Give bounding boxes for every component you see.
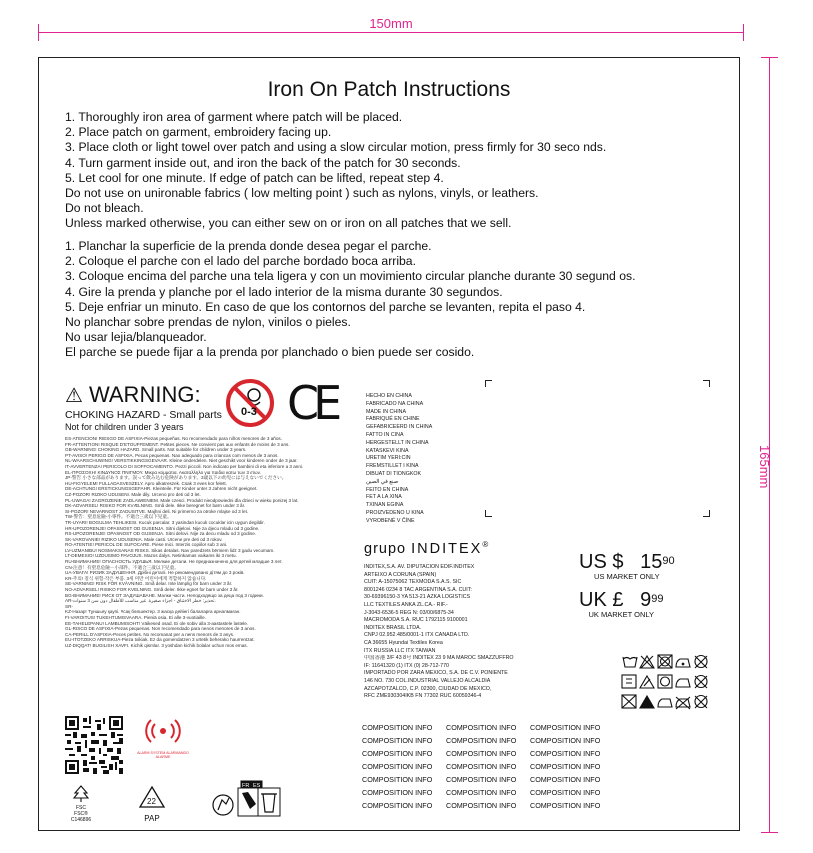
- instruction-line: 3. Place cloth or light towel over patch and using a slow circular motion, press firmly for 30 seco nds.: [65, 140, 607, 155]
- made-in-line: TXINAN EGINA: [366, 502, 404, 509]
- company-addresses: [364, 564, 594, 701]
- made-in-line: PROIZVEDENO U KINA: [366, 509, 424, 516]
- height-dimension-cap: [761, 57, 778, 58]
- address-line: CUIT: A-15075062 TEXMODA S.A.S. SIC: [364, 579, 462, 586]
- no-bleach-icon: [640, 696, 654, 708]
- warning-translation: TR-UYARI! BOGULMA TEHLIKESI. Kucuk parcalar. 3 yasindan kucuk cocuklar icin uygun degildir.: [65, 519, 265, 525]
- warning-translation: SR-: [65, 603, 73, 609]
- composition-cell: COMPOSITION INFO: [362, 736, 433, 745]
- made-in-line: FABRIQUÉ EN CHINE: [366, 416, 420, 423]
- price-cents: 99: [651, 593, 664, 605]
- address-line: INDITEX,S.A. AV. DIPUTACION EDIF.INDITEX: [364, 564, 475, 570]
- price-cents: 90: [662, 555, 675, 567]
- height-dimension-cap: [761, 832, 778, 833]
- warning-translation: LV-UZMANIBU! NOSMAKSANAS RISKS. Sikas detalas. Nav paredzets bērniem lidz 3 gadu vecumam.: [65, 547, 275, 553]
- composition-cell: COMPOSITION INFO: [530, 749, 601, 758]
- warning-translation: NO-ADVARSEL! RISIKO FOR KVELNING. Små deler. Ikke egnet for barn under 3 år.: [65, 587, 239, 593]
- choking-hazard-text: CHOKING HAZARD - Small parts: [65, 409, 222, 421]
- no-tumble-dry-icon: [658, 675, 672, 688]
- no-dry-clean-icon: [695, 656, 707, 669]
- warning-translation: LT-DEMESIO! UZDUSIMO PAVOJUS. Mazos dalys. Netinkamas vaikams iki 3 metu.: [65, 553, 237, 559]
- address-line: 中国香港 3/F 43 8号 INDITEX 23 9 MA MAROC SMAZZUFFRO: [364, 655, 514, 662]
- crop-mark: [703, 380, 710, 387]
- composition-cell: COMPOSITION INFO: [362, 762, 433, 771]
- page-title: Iron On Patch Instructions: [267, 78, 511, 101]
- warning-translation: KZ-Назар! Тұншығу қаупі. Ұсақ бөлшектер. 3 жасқа дейінгі балаларға арналмаған.: [65, 609, 241, 615]
- warning-heading-text: WARNING:: [88, 382, 201, 407]
- composition-cell: COMPOSITION INFO: [362, 749, 433, 758]
- care-symbols: [621, 653, 711, 713]
- warning-triangle-icon: ⚠: [65, 384, 83, 407]
- made-in-line: HECHO EN CHINA: [366, 393, 412, 399]
- instruction-line: 3. Coloque encima del parche una tela ligera y con un movimiento circular planche durante 30 segund os.: [65, 269, 636, 284]
- fsc-code: FSC® C146896: [70, 811, 92, 823]
- english-instructions: [65, 110, 729, 232]
- iron-low-icon: [676, 697, 690, 709]
- width-dimension-line: [38, 32, 744, 33]
- warning-translation: JP-警告 小さな部品があります。誤って飲み込む危険があります。3歳以下の幼児には与えないでください。: [65, 475, 287, 481]
- warning-translation: HR-UPOZORENJE! OPASNOST OD GUSENJA. Sitni dijelovi. Nije za djecu mladu od 3 godine.: [65, 525, 260, 531]
- warning-translation: TW-警告：窒息危險-小零件。不適合三歲以下兒童。: [65, 514, 172, 520]
- made-in-line: FET A LA XINA: [366, 494, 402, 501]
- width-dimension: [38, 16, 744, 42]
- made-in-line: URETIM YERI:CIN: [366, 455, 411, 462]
- recycle-triangle-icon: [137, 785, 167, 809]
- warning-translation: HU-FIGYELEM! FULLADASVESZELY. Apro alkatreszek. Csak 3 eves kor felett.: [65, 480, 227, 486]
- address-line: ITX RUSSIA LLC ITX TAIWAN: [364, 647, 436, 654]
- composition-cell: COMPOSITION INFO: [362, 723, 433, 732]
- made-in-line: FREMSTILLET I KINA: [366, 463, 419, 470]
- made-in-line: KATASKEVI KINA: [366, 447, 409, 454]
- warning-translation: EL-ΠΡΟΣΟΧΗ! ΚΙΝΔΥΝΟΣ ΠΝΙΓΜΟΥ. Μικρα κομματια. Ακαταλληλο για παιδια κατω των 3 ετων.: [65, 469, 262, 475]
- no-tumble-dry-icon: [658, 699, 672, 707]
- composition-cell: COMPOSITION INFO: [446, 788, 517, 797]
- warning-translation: AR-تحذير: خطر الاختناق - أجزاء صغيرة. غير مناسب للأطفال دون سن 3 سنوات.: [65, 598, 216, 604]
- warning-translation: EE-TAHELEPANU! LAMBUMISOHT! Väikesed osad. Ei ole sobiv alla 3-aastastele lastele.: [65, 620, 249, 626]
- pap-recycle: [135, 785, 169, 823]
- address-line: MACROMODA S.A. RUC 1792115 9100001: [364, 617, 468, 624]
- age-badge-text: 0-3: [241, 406, 257, 418]
- rfid-alarm: [135, 716, 191, 759]
- instruction-line: 5. Deje enfriar un minuto. En caso de que los contornos del parche se levanten, repita el paso 4.: [65, 299, 586, 314]
- wash-30-icon: [623, 657, 637, 667]
- crop-mark: [485, 380, 492, 387]
- composition-cell: COMPOSITION INFO: [446, 749, 517, 758]
- warning-translation: UZ-DIQQAT! BUGILISH XAVFI. Kichik qismlar. 3 yoshdan kichik bolalar uchun mos emas.: [65, 642, 248, 648]
- address-line: 30-69396150-3 YA 513-21 AZKA LOGISTICS: [364, 594, 471, 601]
- rfid-text: ALARM SYSTEM ALARMANDO ALARME: [137, 751, 189, 760]
- uk-price: [579, 589, 664, 619]
- warning-translation: PL-UWAGA! ZAGROZENIE ZADLAWIENIEM. Male czesci. Produkt nieodpowiedni dla dzieci w wieku ponizej 3 lat.: [65, 497, 299, 503]
- made-in-line: FEITO EN CHINA: [366, 486, 409, 493]
- made-in-line: VYROBENÉ V ČÍNE: [366, 517, 415, 524]
- spanish-instructions: [65, 239, 729, 361]
- warning-translation: UA-УВАГА! РИЗИК ЗАДУШЕННЯ. Дрібні деталі. Не рекомендовано дітям до 3 років.: [65, 570, 245, 576]
- made-in-list: [366, 393, 432, 526]
- warning-translations: [65, 436, 355, 649]
- price-whole: 15: [640, 551, 663, 573]
- composition-cell: COMPOSITION INFO: [446, 723, 517, 732]
- warning-translation: NL-WAARSCHUWING! VERSTIKKINGSGEVAAR. Kleine onderdelen. Niet geschikt voor kinderen onder de 3 jaar.: [65, 458, 298, 464]
- instruction-line: No planchar sobre prendas de nylon, vinilos o pieles.: [65, 315, 351, 330]
- address-line: 8001246 0234 8 TAC ARGENTINA S.A. CUIT:: [364, 586, 472, 593]
- instruction-line: 4. Turn garment inside out, and iron the back of the patch for 30 seconds.: [65, 155, 461, 170]
- made-in-line: GEFABRICEERD IN CHINA: [366, 424, 433, 431]
- address-line: 146 NO. 730 COL.INDUSTRIAL VALLEJO ALCALDIA: [364, 677, 491, 684]
- brand-name: INDITEX: [411, 540, 483, 557]
- registered-mark: ®: [482, 540, 490, 549]
- age-restriction-icon: [225, 378, 275, 428]
- instruction-line: 2. Coloque el parche con el lado del parche bordado boca arriba.: [65, 254, 416, 269]
- no-dry-clean-icon: [695, 676, 707, 689]
- pap-number: 22: [147, 797, 156, 806]
- made-in-line: MADE IN CHINA: [366, 408, 407, 415]
- warning-translation: IT-AVVERTENZA! PERICOLO DI SOFFOCAMENTO. Pezzi piccoli. Non indicato per bambini di eta inferiore a 3 anni.: [65, 463, 304, 469]
- warning-translation: CA-PERILL D'ASFIXIA-Peces petites. No recomanat per a nens menors de 3 anys.: [65, 631, 235, 637]
- fsc-tree-icon: [70, 785, 92, 803]
- composition-grid: [362, 721, 614, 812]
- instruction-line: Unless marked otherwise, you can either sew on or iron on all patches that we sell.: [65, 216, 512, 231]
- warning-translation: GB-WARNING! CHOKING HAZARD. Small parts. Not suitable for children under 3 years.: [65, 447, 247, 453]
- address-line: RFC ZME930304IKB FN 77302 RUC 60059346-4: [364, 693, 482, 700]
- recycle-tag-fr: FR: [242, 783, 250, 789]
- instruction-line: 5. Let cool for one minute. If edge of patch can be lifted, repeat step 4.: [65, 170, 444, 185]
- instruction-line: El parche se puede fijar a la prenda por planchado o bien puede ser cosido.: [65, 345, 475, 360]
- made-in-line: HERGESTELLT IN CHINA: [366, 439, 429, 446]
- crop-mark: [485, 510, 492, 517]
- qr-code-icon: [65, 716, 123, 774]
- price-market: US MARKET ONLY: [594, 572, 660, 581]
- warning-translation: RS-UPOZORENJE! OPASNOST OD GUSENJA. Sitni delovi. Nije za decu mladu od 3 godine.: [65, 531, 257, 537]
- brand-logo: [364, 540, 489, 557]
- composition-cell: COMPOSITION INFO: [446, 801, 517, 810]
- fsc-label: FSC: [76, 805, 86, 811]
- price-whole: 9: [640, 589, 652, 611]
- instruction-line: Do not bleach.: [65, 201, 144, 216]
- composition-cell: COMPOSITION INFO: [530, 723, 601, 732]
- instruction-line: No usar lejia/blanqueador.: [65, 330, 207, 345]
- ce-mark-icon: CE: [287, 376, 337, 430]
- composition-cell: COMPOSITION INFO: [530, 788, 601, 797]
- address-line: INDITEX BRASIL LTDA.: [364, 624, 422, 631]
- warning-translation: GL-RISCO DE ASFIXIA-Pezas pequenas. Non recomendado para nenos menores de 3 anos.: [65, 626, 256, 632]
- price-currency: UK £: [579, 589, 624, 611]
- age-note: Not for children under 3 years: [65, 422, 184, 432]
- price-market: UK MARKET ONLY: [588, 610, 655, 619]
- recycling-triman-icon: [211, 779, 311, 819]
- instruction-line: 1. Thoroughly iron area of garment where patch will be placed.: [65, 110, 403, 124]
- address-line: IF: 11641320 (1) ITX (0) 28-712-770: [364, 662, 449, 669]
- composition-cell: COMPOSITION INFO: [530, 801, 601, 810]
- composition-cell: COMPOSITION INFO: [446, 736, 517, 745]
- made-in-line: FABRICADO NA CHINA: [366, 400, 424, 407]
- composition-cell: COMPOSITION INFO: [362, 788, 433, 797]
- iron-low-icon: [676, 659, 690, 667]
- instruction-line: 1. Planchar la superficie de la prenda donde desea pegar el parche.: [65, 239, 432, 253]
- wash-30-icon: [622, 695, 636, 708]
- price-currency: US $: [579, 551, 624, 573]
- composition-cell: COMPOSITION INFO: [530, 775, 601, 784]
- fsc-logo: [67, 785, 95, 823]
- no-bleach-icon: [640, 656, 654, 668]
- address-line: AZCAPOTZALCO, C.P. 02300, CIUDAD DE MEXICO,: [364, 685, 492, 692]
- warning-translation: BG-ВНИМАНИЕ! РИСК ОТ ЗАДУШАВАНЕ. Малки части. Неподходящо за деца под 3 години.: [65, 592, 264, 598]
- address-line: LLC TEXTILES ANKA ZL.CA.- RIF.-: [364, 601, 448, 608]
- address-line: IMPORTADO POR ZARA MEXICO, S.A. DE C.V. PONIENTE: [364, 670, 508, 677]
- address-line: CA 36655 Hyundai Textiles Korea: [364, 639, 443, 646]
- made-in-line: DIBUAT DI TIONGKOK: [366, 470, 422, 477]
- warning-translation: ES-ATENCION! RIESGO DE ASFIXIA-Piezas pequeñas. No recomendado para niños menores de 3 años.: [65, 436, 282, 441]
- warning-translation: DE-ACHTUNG! ERSTICKUNGSGEFAHR. Kleinteile. Für Kinder unter 3 Jahren nicht geeignet.: [65, 486, 258, 492]
- warning-translation: SE-VARNING! RISK FÖR KVÄVNING. Små delar. Inte lämplig för barn under 3 år.: [65, 581, 233, 587]
- warning-translation: SK-VAROVANIE! RIZIKO UDUSENIA. Male casti. Urcene pre deti od 3 rokov.: [65, 536, 223, 542]
- made-in-line: صنع في الصين: [366, 478, 399, 485]
- warning-translation: PT-AVISO! PERIGO DE ASFIXIA. Pecas pequenas. Nao adequado para criancas com menos de 3 anos.: [65, 452, 279, 458]
- wash-30-icon: [622, 675, 636, 688]
- rfid-alarm-icon: [143, 716, 183, 746]
- composition-cell: COMPOSITION INFO: [530, 762, 601, 771]
- instruction-line: 4. Gire la prenda y planche por el lado interior de la misma durante 30 segundos.: [65, 284, 503, 299]
- instruction-line: Do not use on unironable fabrics ( low melting point ) such as nylons, vinyls, or leathers.: [65, 186, 539, 201]
- label-card: [38, 57, 740, 831]
- composition-cell: COMPOSITION INFO: [530, 736, 601, 745]
- warning-translation: EU-ITOTZEKO ARRISKUA-Pieza txikiak. Ez da gomendatzen 3 urtetik beherako haurrentzat.: [65, 637, 255, 643]
- address-line: CNPJ 02.952.485/0001-1 ITX CANADA LTD.: [364, 632, 470, 639]
- address-line: J-3043-6536-5 REG N: 03/00/6875-34: [364, 609, 454, 616]
- warning-translation: DK-ADVARSEL! RISIKO FOR KVÆLNING. Små dele. Ikke beregnet for børn under 3 år.: [65, 503, 246, 509]
- warning-translation: RU-ВНИМАНИЕ! ОПАСНОСТЬ УДУШЬЯ. Мелкие детали. Не предназначено для детей младше 3 лет.: [65, 559, 283, 565]
- no-dry-clean-icon: [695, 696, 707, 709]
- width-dimension-label: 150mm: [369, 16, 413, 31]
- height-dimension-label: 165mm: [757, 445, 772, 489]
- warning-translation: FI-VAROITUS! TUKEHTUMISVAARA. Pieniä osia. Ei alle 3-vuotiaille.: [65, 615, 206, 620]
- warning-translation: SI-POZOR! NEVARNOST ZADUSITVE. Majhni deli. Ni primerno za otroke mlajse od 3 let.: [65, 508, 249, 514]
- height-dimension: [758, 57, 782, 833]
- warning-translation: CZ-POZOR! RIZIKO UDUSENI. Male dily. Urceno pro deti od 3 let.: [65, 491, 201, 497]
- pap-label: PAP: [144, 814, 160, 823]
- crop-mark: [703, 510, 710, 517]
- made-in-line: FATTO IN CINA: [366, 431, 404, 438]
- iron-low-icon: [676, 679, 690, 687]
- composition-cell: COMPOSITION INFO: [362, 801, 433, 810]
- brand-prefix: grupo: [364, 540, 407, 557]
- warning-translation: KR-주의! 질식 위험-작은 부품. 3세 미만 어린이에게 적합하지 않습니다.: [65, 575, 207, 581]
- instruction-line: 2. Place patch on garment, embroidery facing up.: [65, 125, 332, 140]
- composition-cell: COMPOSITION INFO: [446, 775, 517, 784]
- composition-cell: COMPOSITION INFO: [446, 762, 517, 771]
- warning-translation: FR-ATTENTION! RISQUE D'ETOUFFEMENT. Petites pieces. Ne convient pas aux enfants de moins de 3 ans.: [65, 441, 290, 447]
- no-bleach-icon: [640, 676, 654, 688]
- warning-translation: RO-ATENTIE! PERICOL DE SUFOCARE. Piese mici. Interzis copiilor sub 3 ani.: [65, 542, 228, 548]
- no-tumble-dry-icon: [658, 655, 672, 668]
- address-line: ARTEIXO A CORUÑA (SPAIN): [364, 571, 437, 578]
- recycle-tag-es: ES: [253, 783, 261, 789]
- warning-translation: CN-注意！有窒息危險－小部件。不適合三歲以下兒童。: [65, 564, 179, 570]
- us-price: [579, 551, 675, 581]
- composition-cell: COMPOSITION INFO: [362, 775, 433, 784]
